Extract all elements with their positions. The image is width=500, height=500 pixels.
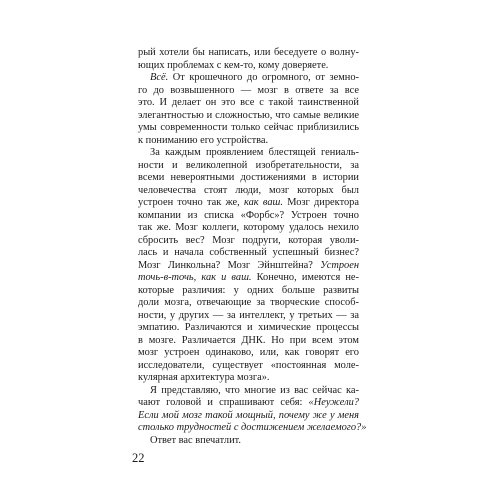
text-line: кулярная архитектура мозга». (138, 372, 270, 383)
text-line: элегантностью и сложностью, что самые великие (138, 109, 359, 121)
text-line: Ответ вас впечатлит. (150, 434, 242, 446)
text-line: человечества стоят люди, мозг которых был (138, 184, 359, 196)
text-line: точь-в-точь, как и ваш. Конечно, имеются не- (138, 272, 359, 283)
text-line: которые различия: у одних больше развиты (138, 284, 359, 296)
text-line: Если мой мозг такой мощный, почему же у меня (138, 409, 359, 421)
text-line: За каждым проявлением блестящей гениаль- (150, 147, 359, 158)
text-line: ности, у других — за интеллект, у третьих — за (138, 309, 359, 321)
text-line: исследователи, существует «постоянная моле- (138, 359, 359, 371)
text-line: к пониманию его устройства. (138, 134, 269, 146)
page-number: 22 (132, 451, 145, 465)
text-line: эмпатию. Различаются и химические процессы (138, 322, 359, 333)
text-line: сбросить вес? Мозг подруги, которая уволи- (138, 234, 359, 246)
text-line: в мозге. Различается ДНК. Но при всем этом (138, 334, 359, 346)
text-line: чают головой и спрашивают себя: «Неужели? (138, 397, 359, 408)
text-line: столько трудностей с достижением желаемого?» (138, 422, 367, 433)
text-line: ности и великолепной изобретательности, за (138, 159, 359, 171)
text-line: доли мозга, отвечающие за творческие способ- (138, 297, 359, 308)
text-line: Мозг Линкольна? Мозг Эйнштейна? Устроен (138, 259, 359, 271)
text-line: мозг устроен одинаково, или, как говорят его (138, 347, 359, 358)
text-line: ющих проблемах с кем-то, кому доверяете. (138, 59, 329, 71)
text-line: это. И делает он это все с такой таинственной (138, 97, 359, 108)
text-line: лась и начала собственный успешный бизнес? (138, 247, 359, 258)
text-line: го до возвышенного — мозг в ответе за все (138, 84, 359, 96)
text-line: Я представляю, что многие из вас сейчас ка- (150, 384, 359, 396)
text-line: Всё. От крошечного до огромного, от земно- (150, 72, 359, 83)
text-line: устроен точно так же, как ваш. Мозг директора (138, 197, 359, 208)
text-line: рый хотели бы написать, или беседуете о волну- (138, 47, 359, 58)
text-line: компании из списка «Форбс»? Устроен точно (138, 209, 359, 221)
text-line: всеми невероятными достижениями в истории (138, 172, 359, 183)
text-line: так же. Мозг коллеги, которому удалось нехило (138, 222, 359, 233)
text-line: умы современности только сейчас приблизились (138, 122, 359, 133)
